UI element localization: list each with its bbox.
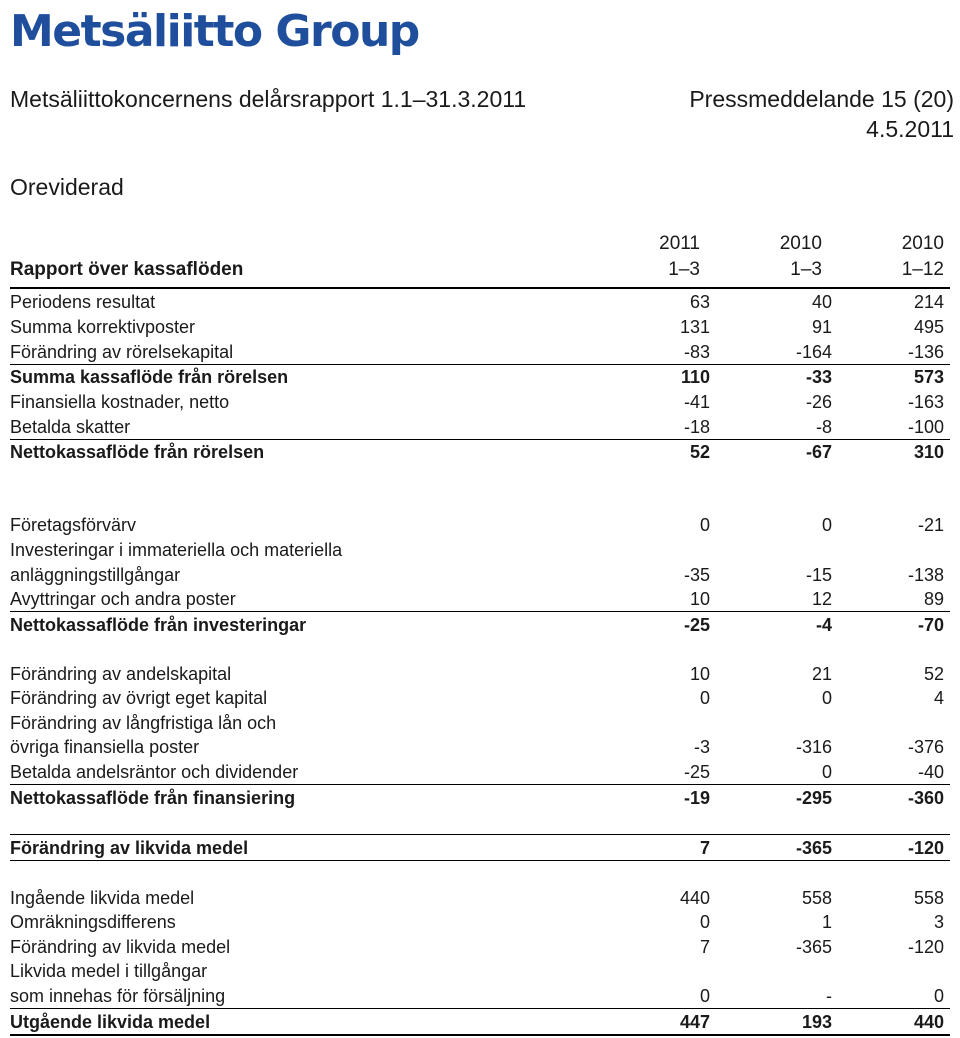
cell-value: -21 bbox=[917, 515, 944, 535]
table-row-total bbox=[10, 1010, 944, 1034]
cell-value: 3 bbox=[933, 912, 944, 932]
table-row bbox=[10, 390, 944, 414]
cell-value: 10 bbox=[689, 664, 710, 684]
cell-value: 0 bbox=[821, 762, 832, 782]
cell-value: 4 bbox=[933, 688, 944, 708]
table-row bbox=[10, 290, 944, 314]
cell-value: 0 bbox=[699, 912, 710, 932]
row-label: Förändring av övrigt eget kapital bbox=[10, 688, 268, 708]
row-label: Likvida medel i tillgångar bbox=[10, 961, 208, 981]
cell-value: -26 bbox=[805, 392, 832, 412]
table-row bbox=[10, 735, 944, 759]
cell-value: 40 bbox=[811, 292, 832, 312]
release-date: 4.5.2011 bbox=[866, 116, 954, 142]
cell-value: -41 bbox=[683, 392, 710, 412]
cell-value: 10 bbox=[689, 589, 710, 609]
row-label: Nettokassaflöde från finansiering bbox=[10, 788, 296, 808]
cell-value: 7 bbox=[699, 937, 710, 957]
row-label: Förändring av långfristiga lån och bbox=[10, 713, 277, 733]
row-divider bbox=[10, 834, 950, 835]
cell-value: -163 bbox=[907, 392, 944, 412]
cell-value: -67 bbox=[805, 442, 832, 462]
cell-value: 447 bbox=[679, 1012, 710, 1032]
cell-value: -25 bbox=[683, 762, 710, 782]
cell-value: -3 bbox=[693, 737, 710, 757]
cell-value: -70 bbox=[917, 615, 944, 635]
cell-value: -40 bbox=[917, 762, 944, 782]
press-release-number: Pressmeddelande 15 (20) bbox=[689, 86, 954, 112]
row-divider bbox=[10, 1008, 950, 1009]
table-row bbox=[10, 886, 944, 910]
row-label: Ingående likvida medel bbox=[10, 888, 195, 908]
cell-value: 193 bbox=[801, 1012, 832, 1032]
row-label: Nettokassaflöde från rörelsen bbox=[10, 442, 265, 462]
row-divider bbox=[10, 860, 950, 861]
row-label: Investeringar i immateriella och materiella bbox=[10, 540, 343, 560]
cell-value: 52 bbox=[689, 442, 710, 462]
col-period-2: 1–3 bbox=[790, 259, 822, 280]
col-period-3: 1–12 bbox=[901, 259, 944, 280]
table-row-subtotal bbox=[10, 365, 944, 389]
col-year-3: 2010 bbox=[901, 233, 944, 254]
table-row-total bbox=[10, 440, 944, 464]
row-divider bbox=[10, 784, 950, 785]
cell-value: -83 bbox=[683, 342, 710, 362]
cell-value: -365 bbox=[795, 937, 832, 957]
cell-value: -136 bbox=[907, 342, 944, 362]
table-row bbox=[10, 686, 944, 710]
cell-value: -164 bbox=[795, 342, 832, 362]
row-label: Förändring av andelskapital bbox=[10, 664, 232, 684]
cell-value: 110 bbox=[680, 367, 710, 387]
header-divider bbox=[10, 287, 950, 289]
table-row bbox=[10, 513, 944, 537]
row-label: Förändring av likvida medel bbox=[10, 937, 231, 957]
table-row bbox=[10, 984, 944, 1008]
cell-value: -360 bbox=[907, 788, 944, 808]
row-label: Nettokassaflöde från investeringar bbox=[10, 615, 307, 635]
row-label: Avyttringar och andra poster bbox=[10, 589, 236, 609]
row-label: Summa korrektivposter bbox=[10, 317, 196, 337]
cell-value: 0 bbox=[699, 515, 710, 535]
table-row bbox=[10, 959, 944, 983]
row-label: Omräkningsdifferens bbox=[10, 912, 176, 932]
row-label: som innehas för försäljning bbox=[10, 986, 226, 1006]
cell-value: 558 bbox=[801, 888, 832, 908]
cell-value: -376 bbox=[907, 737, 944, 757]
cell-value: 440 bbox=[679, 888, 710, 908]
table-row-total bbox=[10, 836, 944, 860]
cell-value: 558 bbox=[913, 888, 944, 908]
cell-value: 0 bbox=[933, 986, 944, 1006]
cell-value: 89 bbox=[923, 589, 944, 609]
cell-value: 7 bbox=[699, 838, 710, 858]
table-row bbox=[10, 340, 944, 364]
cell-value: -295 bbox=[795, 788, 832, 808]
cell-value: 21 bbox=[811, 664, 832, 684]
row-label: Summa kassaflöde från rörelsen bbox=[10, 367, 289, 387]
table-row bbox=[10, 711, 944, 735]
row-label: Betalda andelsräntor och dividender bbox=[10, 762, 299, 782]
row-divider bbox=[10, 611, 950, 612]
cell-value: 52 bbox=[923, 664, 944, 684]
row-label: övriga finansiella poster bbox=[10, 737, 200, 757]
cell-value: 131 bbox=[679, 317, 710, 337]
audit-status: Oreviderad bbox=[10, 174, 124, 200]
cell-value: -120 bbox=[907, 838, 944, 858]
company-logo: Metsäliitto Group bbox=[10, 6, 419, 57]
cell-value: -19 bbox=[683, 788, 710, 808]
table-row bbox=[10, 760, 944, 784]
cell-value: -25 bbox=[683, 615, 710, 635]
cell-value: 1 bbox=[821, 912, 832, 932]
cell-value: 573 bbox=[913, 367, 944, 387]
cell-value: -120 bbox=[907, 937, 944, 957]
col-year-1: 2011 bbox=[659, 233, 700, 254]
table-row bbox=[10, 910, 944, 934]
table-row bbox=[10, 587, 944, 611]
table-row bbox=[10, 538, 944, 562]
report-title: Metsäliittokoncernens delårsrapport 1.1–31.3.2011 bbox=[10, 86, 527, 112]
cell-value: -18 bbox=[683, 417, 710, 437]
cell-value: 0 bbox=[821, 515, 832, 535]
cell-value: 0 bbox=[699, 986, 710, 1006]
col-year-2: 2010 bbox=[779, 233, 822, 254]
cell-value: - bbox=[826, 986, 832, 1006]
cell-value: 0 bbox=[699, 688, 710, 708]
cell-value: 440 bbox=[913, 1012, 944, 1032]
table-title: Rapport över kassaflöden bbox=[10, 259, 244, 280]
row-label: Företagsförvärv bbox=[10, 515, 137, 535]
col-period-1: 1–3 bbox=[668, 259, 700, 280]
bottom-divider bbox=[10, 1034, 950, 1036]
cell-value: 63 bbox=[689, 292, 710, 312]
table-row-total bbox=[10, 613, 944, 637]
table-row bbox=[10, 415, 944, 439]
cell-value: -316 bbox=[795, 737, 832, 757]
cell-value: 0 bbox=[821, 688, 832, 708]
row-label: Utgående likvida medel bbox=[10, 1012, 211, 1032]
cell-value: 495 bbox=[913, 317, 944, 337]
cell-value: -138 bbox=[907, 565, 944, 585]
table-row bbox=[10, 563, 944, 587]
row-label: Finansiella kostnader, netto bbox=[10, 392, 230, 412]
row-label: Förändring av likvida medel bbox=[10, 838, 249, 858]
cell-value: -4 bbox=[815, 615, 832, 635]
cell-value: -365 bbox=[795, 838, 832, 858]
cell-value: -15 bbox=[805, 565, 832, 585]
cell-value: 214 bbox=[913, 292, 944, 312]
cell-value: 310 bbox=[913, 442, 944, 462]
cell-value: 12 bbox=[811, 589, 832, 609]
cell-value: -35 bbox=[683, 565, 710, 585]
table-row bbox=[10, 662, 944, 686]
row-label: Periodens resultat bbox=[10, 292, 156, 312]
cell-value: -8 bbox=[815, 417, 832, 437]
row-label: Betalda skatter bbox=[10, 417, 131, 437]
cell-value: -33 bbox=[805, 367, 832, 387]
cell-value: -100 bbox=[907, 417, 944, 437]
table-row bbox=[10, 935, 944, 959]
row-label: Förändring av rörelsekapital bbox=[10, 342, 234, 362]
table-row bbox=[10, 315, 944, 339]
table-row-total bbox=[10, 786, 944, 810]
row-label: anläggningstillgångar bbox=[10, 565, 181, 585]
cell-value: 91 bbox=[811, 317, 832, 337]
